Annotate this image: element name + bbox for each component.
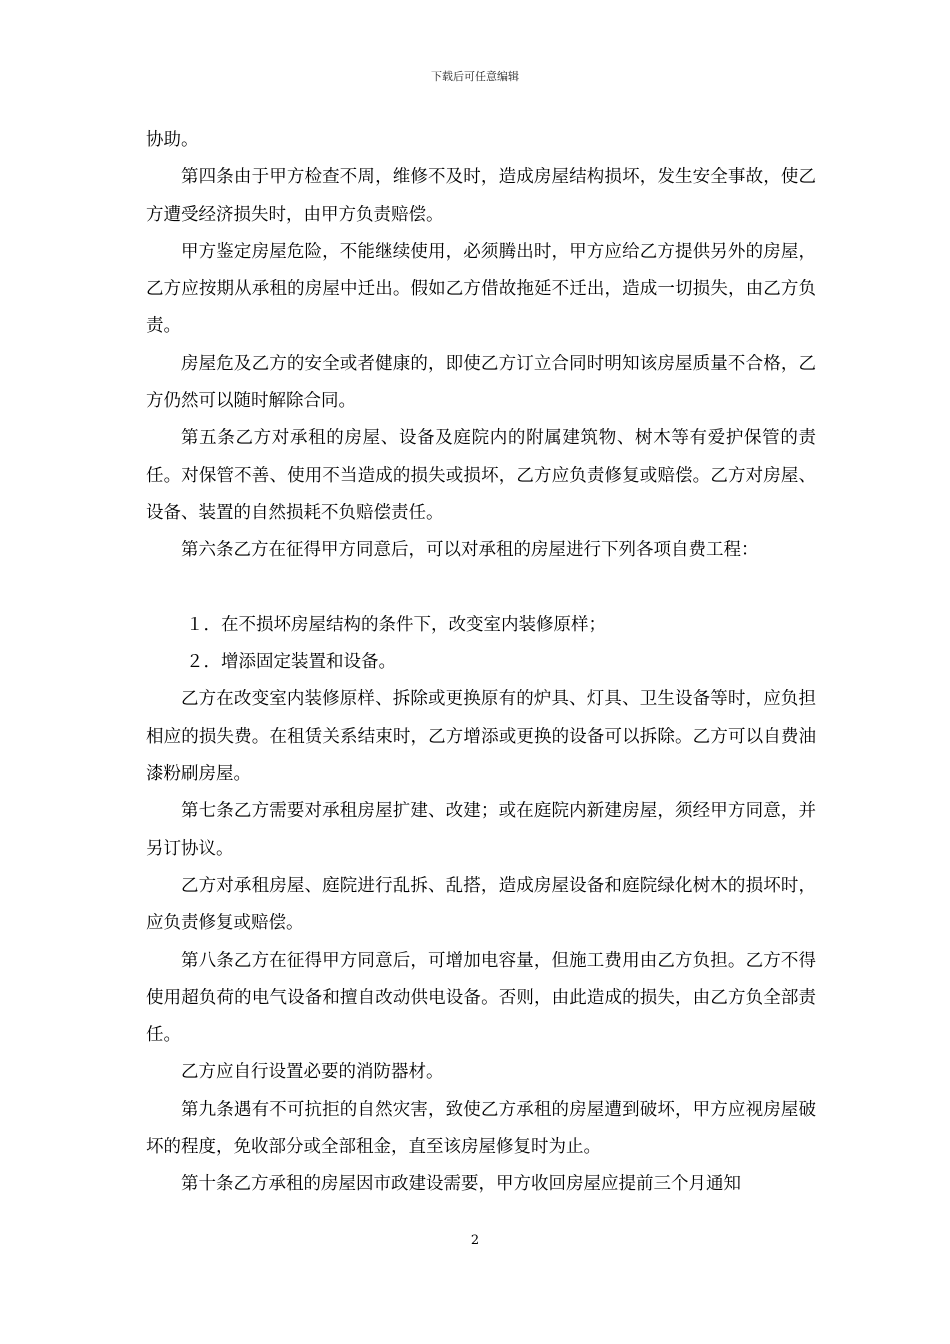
paragraph-article-4: 第四条由于甲方检查不周，维修不及时，造成房屋结构损坏，发生安全事故，使乙方遭受经济损失时，由甲方负责赔偿。 bbox=[146, 167, 816, 225]
paragraph-continuation: 协助。 bbox=[146, 130, 199, 150]
blank-line bbox=[146, 570, 816, 607]
paragraph-article-10: 第十条乙方承租的房屋因市政建设需要，甲方收回房屋应提前三个月通知 bbox=[181, 1174, 741, 1195]
paragraph-safety-health: 房屋危及乙方的安全或者健康的，即使乙方订立合同时明知该房屋质量不合格，乙方仍然可以随时解除合同。 bbox=[146, 353, 816, 412]
page-number: 2 bbox=[470, 1233, 480, 1248]
document-body bbox=[146, 122, 816, 1204]
paragraph-article-9: 第九条遇有不可抗拒的自然灾害，致使乙方承租的房屋遭到破坏，甲方应视房屋破坏的程度，免收部分或全部租金，直至该房屋修复时为止。 bbox=[146, 1099, 816, 1158]
list-item-1: １．在不损坏房屋结构的条件下，改变室内装修原样； bbox=[186, 614, 606, 635]
paragraph-article-6: 第六条乙方在征得甲方同意后，可以对承租的房屋进行下列各项自费工程： bbox=[181, 540, 759, 561]
paragraph-illegal-construction: 乙方对承租房屋、庭院进行乱拆、乱搭，造成房屋设备和庭院绿化树木的损坏时，应负责修复或赔偿。 bbox=[146, 875, 816, 934]
paragraph-renovation-cost: 乙方在改变室内装修原样、拆除或更换原有的炉具、灯具、卫生设备等时，应负担相应的损失费。在租赁关系结束时，乙方增添或更换的设备可以拆除。乙方可以自费油漆粉刷房屋。 bbox=[146, 689, 816, 785]
paragraph-article-8: 第八条乙方在征得甲方同意后，可增加电容量，但施工费用由乙方负担。乙方不得使用超负荷的电气设备和擅自改动供电设备。否则，由此造成的损失，由乙方负全部责任。 bbox=[146, 950, 816, 1046]
paragraph-article-7: 第七条乙方需要对承租房屋扩建、改建；或在庭院内新建房屋，须经甲方同意，并另订协议。 bbox=[146, 801, 816, 859]
header-note: 下载后可任意编辑 bbox=[431, 70, 519, 83]
paragraph-article-5: 第五条乙方对承租的房屋、设备及庭院内的附属建筑物、树木等有爱护保管的责任。对保管不善、使用不当造成的损失或损坏，乙方应负责修复或赔偿。乙方对房屋、设备、装置的自然损耗不负赔偿责任。 bbox=[146, 428, 816, 523]
list-item-2: ２．增添固定装置和设备。 bbox=[186, 652, 396, 673]
paragraph-dangerous-house: 甲方鉴定房屋危险，不能继续使用，必须腾出时，甲方应给乙方提供另外的房屋，乙方应按期从承租的房屋中迁出。假如乙方借故拖延不迁出，造成一切损失，由乙方负责。 bbox=[146, 241, 816, 337]
paragraph-fire-equipment: 乙方应自行设置必要的消防器材。 bbox=[181, 1062, 444, 1083]
